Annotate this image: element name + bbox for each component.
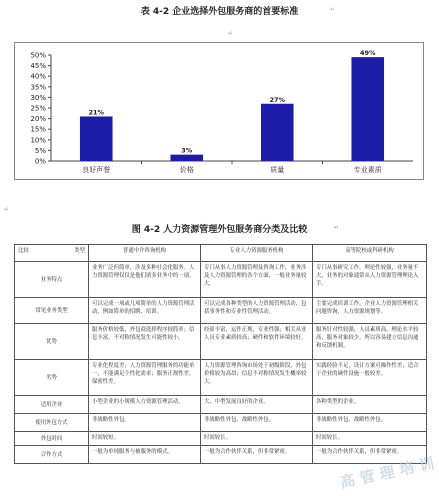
chart-frame <box>14 42 424 180</box>
y-tick-label: 35% <box>30 83 46 92</box>
row-label: 常见业务类型 <box>15 298 89 324</box>
table-cell: 业务广泛但简单，涉及多种社会化服务。人力资源管理仅仅是他们诸多业务中的一项。 <box>89 262 201 298</box>
column-header: 普通中介咨询机构 <box>89 245 201 262</box>
category-label: 良好声誉 <box>82 166 111 174</box>
y-tick-label: 45% <box>30 62 46 71</box>
table-header-row <box>15 245 427 262</box>
bar <box>261 104 294 161</box>
table-cell: 时间较长。 <box>201 432 313 446</box>
table-title: 图 4-2 人力资源管理外包服务商分类及比较 <box>131 225 308 235</box>
y-tick-label: 25% <box>30 104 46 113</box>
row-label: 使用外包方式 <box>15 414 89 432</box>
corner-right-label: 类型 <box>74 248 85 254</box>
paragraph-mark: ↵ <box>228 30 234 37</box>
y-tick-label: 40% <box>30 72 46 81</box>
corner-header <box>15 245 89 262</box>
table-row <box>15 298 427 324</box>
category-label: 专业素质 <box>353 166 382 174</box>
table-row <box>15 324 427 360</box>
table-cell: 经验丰富，运作正规，专业性强；相关从业人员专业素质较高；硬件和软件环境较好。 <box>201 324 313 360</box>
table-cell: 专业化程度差；人力资源管理服务的功能单一，不能满足个性化需求；服务正规性差，保密性差。 <box>89 360 201 396</box>
table-cell: 人力资源管理咨询市场处于初级阶段，外包价格较为高昂；信息不对称情况发生概率较大。 <box>201 360 313 396</box>
table-row <box>15 414 427 432</box>
bar <box>170 155 203 161</box>
table-cell: 小型企业的小规模人力资源管理活动。 <box>89 396 201 414</box>
table-cell: 服务价格较低，外包商选择程序较简单；信息丰富，不对称情况发生可能性较小。 <box>89 324 201 360</box>
table-row <box>15 432 427 446</box>
table-cell: 时间较长。 <box>313 432 427 446</box>
data-label: 3% <box>181 146 193 155</box>
table-cell: 一般为单纯服务与被服务的模式。 <box>89 446 201 464</box>
bar <box>351 57 384 161</box>
paragraph-mark: ↵ <box>330 6 336 13</box>
bar <box>80 116 113 161</box>
y-tick-label: 50% <box>30 51 46 60</box>
table-row <box>15 446 427 464</box>
table-cell: 实践经验不足，设计方案可操作性差；适合于企业的硬件设施一般较差。 <box>313 360 427 396</box>
y-tick-label: 15% <box>30 125 46 134</box>
corner-left-label: 比较 <box>18 248 29 254</box>
row-label: 外包时间 <box>15 432 89 446</box>
table-cell: 专门从事研究工作，理论性较强，业务量不大，业务的对象通常从人力资源管理理论入手。 <box>313 262 427 298</box>
table-cell: 非战略性外包。 <box>89 414 201 432</box>
category-label: 质量 <box>270 166 285 174</box>
table-cell: 可以完成一项或几项简单的人力资源管理活动，例如简单的招聘、培训。 <box>89 298 201 324</box>
y-tick-label: 20% <box>30 115 46 124</box>
data-label: 27% <box>269 95 286 104</box>
column-header: 高等院校或科研机构 <box>313 245 427 262</box>
table-cell: 可以完成各种类型的人力资源管理活动，包括事务性和专业性管理活动。 <box>201 298 313 324</box>
table-cell: 一般为合作伙伴关系，但非常紧密。 <box>201 446 313 464</box>
table-cell: 各种类型的企业。 <box>313 396 427 414</box>
comparison-table <box>14 244 427 464</box>
row-label: 合作方式 <box>15 446 89 464</box>
paragraph-mark: ↵ <box>334 224 340 231</box>
category-label: 价格 <box>179 166 194 174</box>
table-cell: 非战略性外包、战略性外包。 <box>313 414 427 432</box>
table-cell: 专门从事人力资源管理及咨询工作，业务涉及人力资源管理的各个方面，一般业务量较大。 <box>201 262 313 298</box>
data-label: 21% <box>88 108 105 117</box>
table-cell: 大、中型发展良好的企业。 <box>201 396 313 414</box>
table-row <box>15 396 427 414</box>
table-cell: 时间较短。 <box>89 432 201 446</box>
row-label: 适用企业 <box>15 396 89 414</box>
table-row <box>15 360 427 396</box>
column-header: 专业人力资源服务机构 <box>201 245 313 262</box>
table-cell: 服务针对性较强，人员素质高，理论水平较高，服务对象较少，所以容易建立信息沟通和反馈机制。 <box>313 324 427 360</box>
row-label: 劣势 <box>15 360 89 396</box>
y-tick-label: 5% <box>34 146 46 155</box>
chart-title: 表 4-2 企业选择外包服务商的首要标准 <box>140 7 299 17</box>
watermark: 高 管 理 培 训 <box>338 454 436 492</box>
row-label: 优势 <box>15 324 89 360</box>
paragraph-mark: ↵ <box>4 206 10 213</box>
y-tick-label: 30% <box>30 93 46 102</box>
table-cell: 非战略性外包、战略性外包。 <box>201 414 313 432</box>
data-label: 49% <box>359 49 376 58</box>
y-tick-label: 0% <box>34 157 46 166</box>
table-cell: 主要完成培训工作，企业人力资源管理相关问题咨询，人力资源规划等。 <box>313 298 427 324</box>
row-label: 业务特点 <box>15 262 89 298</box>
table-cell: 一般为合作伙伴关系，但非常紧密。 <box>313 446 427 464</box>
table-row <box>15 262 427 298</box>
y-tick-label: 10% <box>30 136 46 145</box>
bar-chart <box>15 43 423 179</box>
